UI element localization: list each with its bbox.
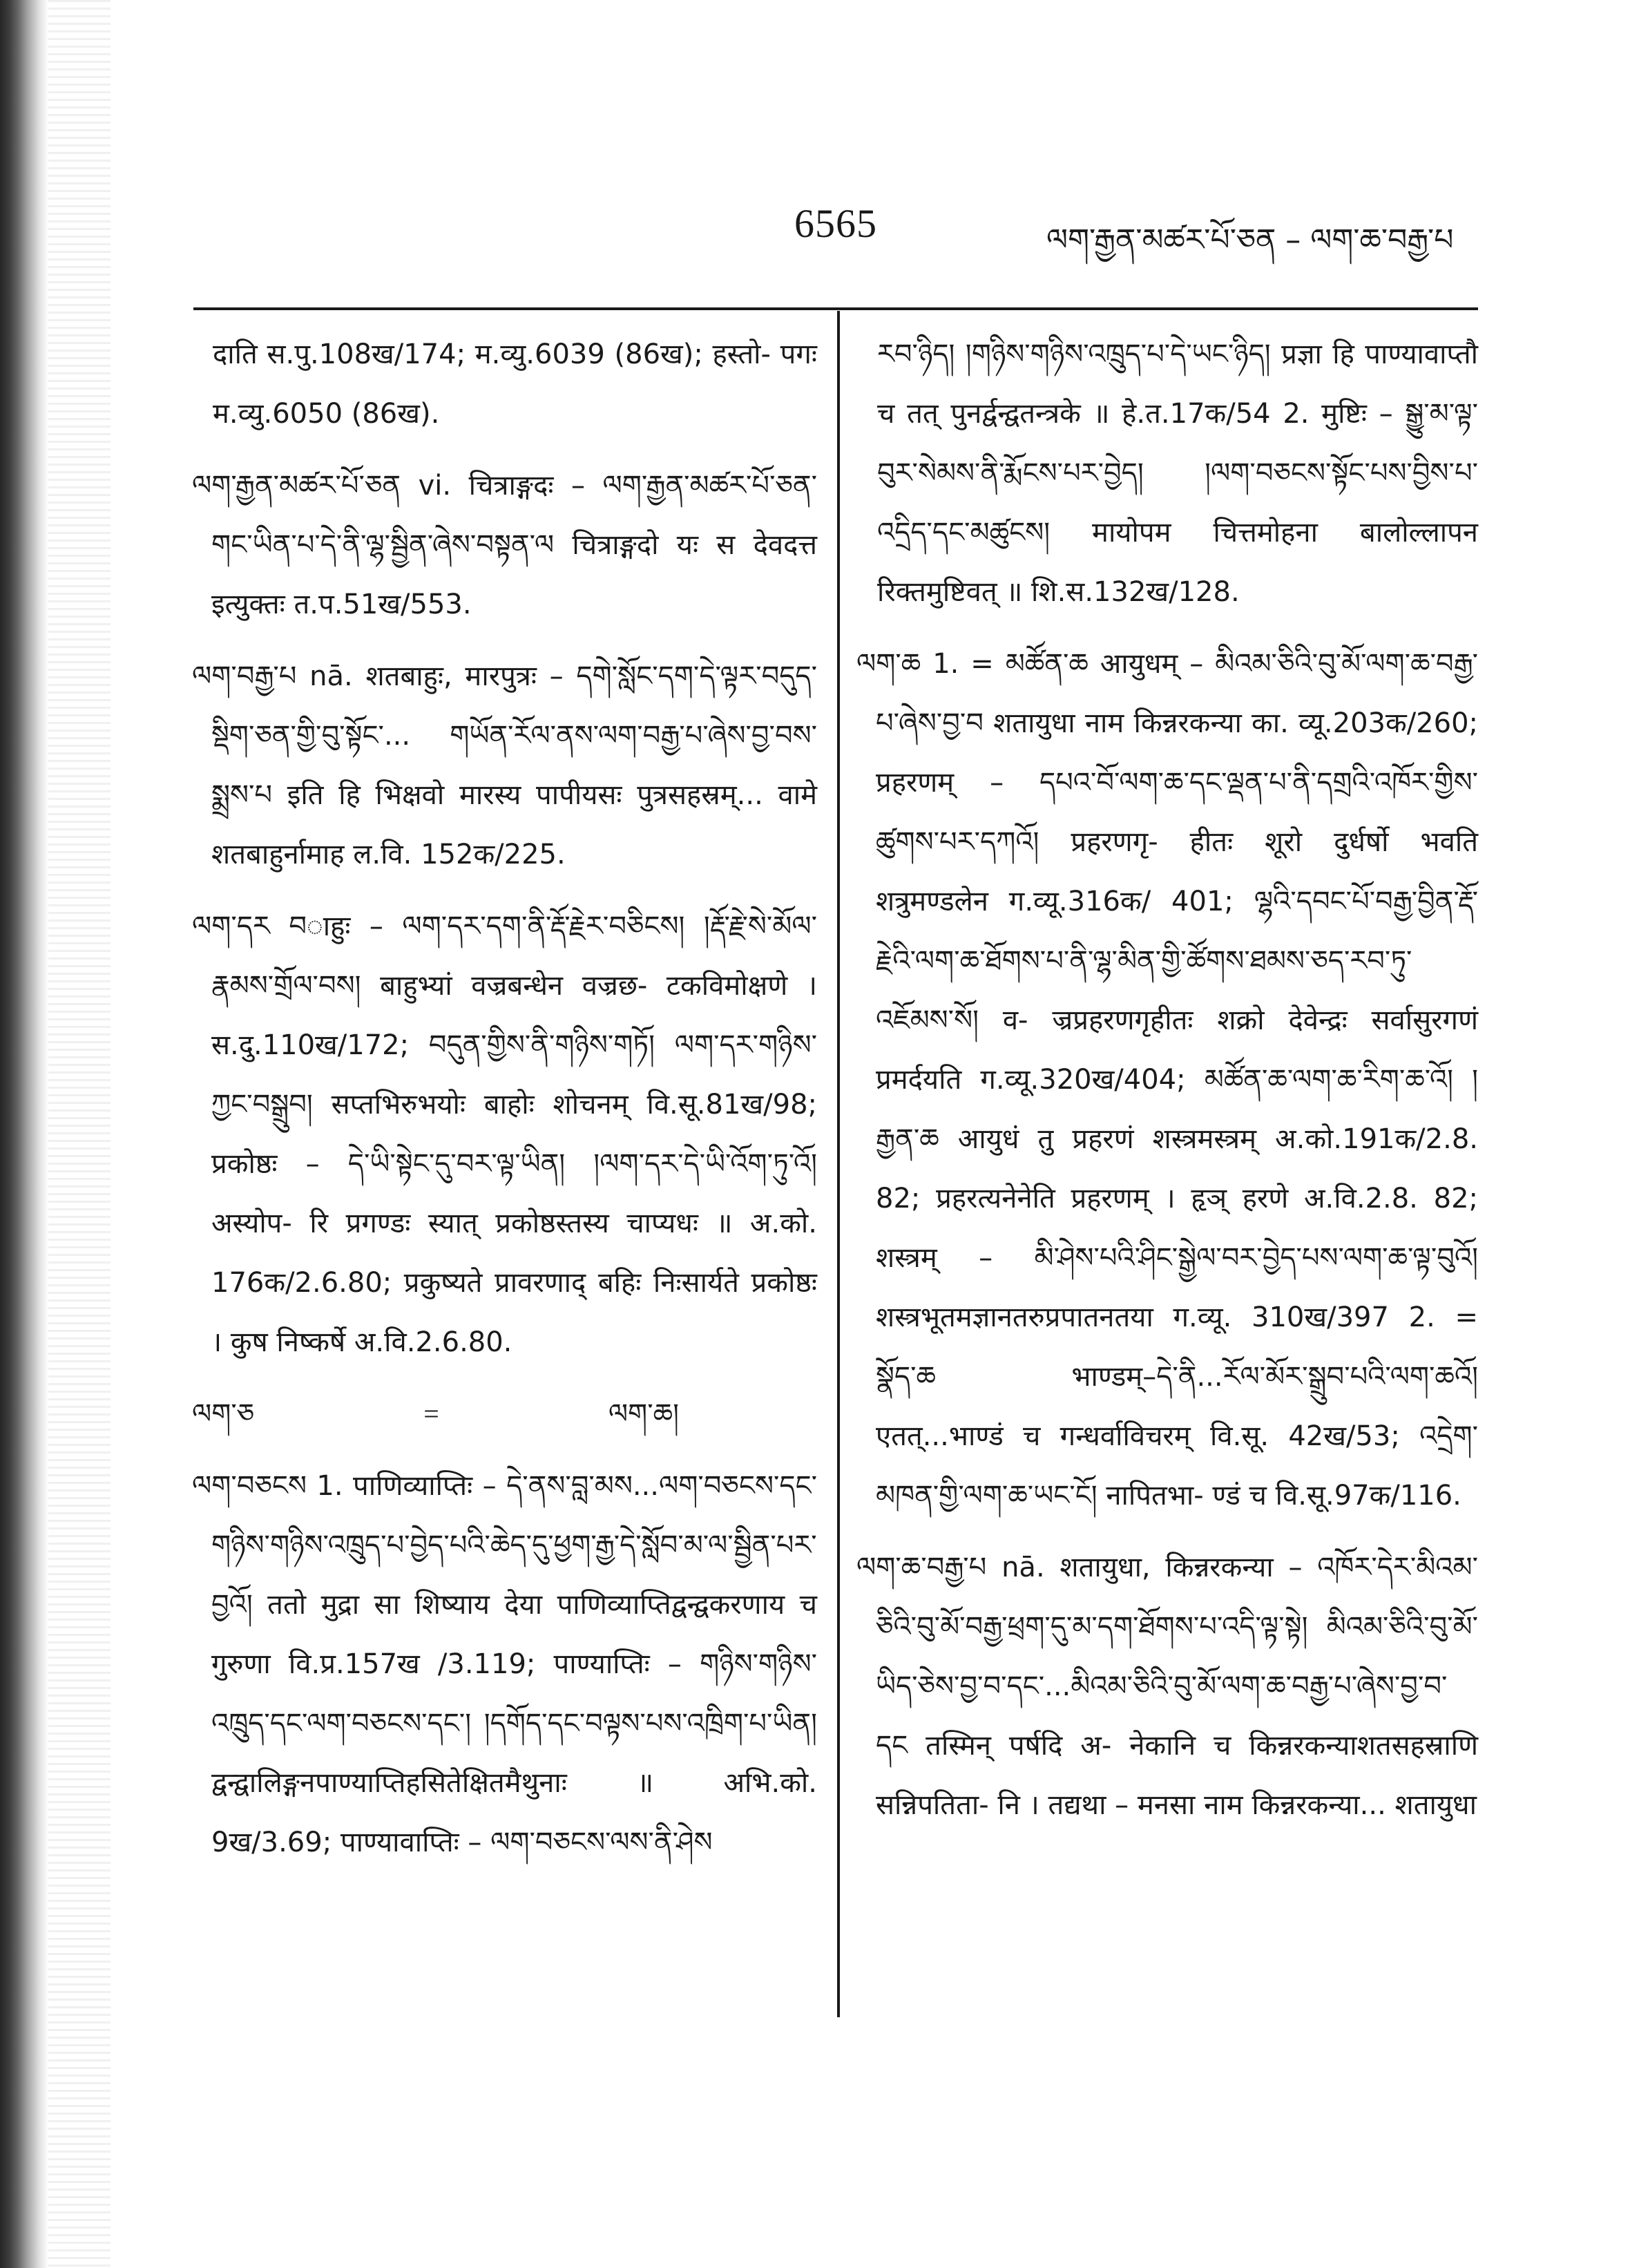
page-number: 6565 — [794, 201, 877, 246]
right-entry-lag-cha-brgya-pa: ལག་ཆ་བརྒྱ་པ nā. शतायुधा, किन्नरकन्या – འཁོར་དེར་མིའམ་ཅིའི་བུ་མོ་བརྒྱ་ཕྲག་དུ་མ་དག་ཐོགས་པ་འདི་ལྟ་སྟེ། མིའམ་ཅིའི་བུ་མོ་ཡིད་ཅེས་བྱ་བ་དང་...མིའམ་ཅིའི་བུ་མོ་ལག་ཆ་བརྒྱ་པ་ཞེས་བྱ་བ་དང तस्मिन् पर्षदि अ- नेकानि च किन्नरकन्याशतसहस्राणि सन्निपतिता- नि । तद्यथा – मनसा नाम किन्नरकन्या... शतायुधा — [856, 1552, 1478, 1821]
left-entry-lag-brgya-pa: ལག་བརྒྱ་པ nā. शतबाहुः, मारपुत्रः – དགེ་སློང་དག་དེ་ལྟར་བདུད་སྡིག་ཅན་གྱི་བུ་སྟོང་... གཡོན་རོལ་ནས་ལག་བརྒྱ་པ་ཞེས་བྱ་བས་སྨྲས་པ इति हि भिक्षवो मारस्य पापीयसः पुत्रसहस्रम्... वामे शतबाहुर्नामाह ल.वि. 152क/225. — [192, 660, 817, 870]
equiv-term: ལག་ཅ — [192, 1398, 255, 1430]
scan-binding-edge — [0, 0, 48, 2268]
running-head: ལག་རྒྱན་མཚར་པོ་ཅན – ལག་ཆ་བརྒྱ་པ — [1046, 222, 1454, 258]
left-entry-continuation: दाति स.पु.108ख/174; म.व्यु.6039 (86ख); हस्तो- पगः म.व्यु.6050 (86ख). — [213, 339, 817, 430]
left-entry-lag-bcangs: ལག་བཅངས 1. पाणिव्याप्तिः – དེ་ནས་བླ་མས...ལག་བཅངས་དང་གཉིས་གཉིས་འཁྲུད་པ་བྱེད་པའི་ཆེད་དུ་ཕྱག་རྒྱ་དེ་སློབ་མ་ལ་སྦྱིན་པར་བྱའོ། ततो मुद्रा सा शिष्याय देया पाणिव्याप्तिद्वन्द्वकरणाय च गुरुणा वि.प्र.157ख /3.119; पाण्याप्तिः – གཉིས་གཉིས་འཁྲུད་དང་ལག་བཅངས་དང་། །དགོད་དང་བལྟས་པས་འཁྲིག་པ་ཡིན། द्वन्द्वालिङ्गनपाण्याप्तिहसितेक्षितमैथुनाः ॥ अभि.को. 9ख/3.69; पाण्यावाप्तिः – ལག་བཅངས་ལས་ནི་ཤེས — [192, 1470, 817, 1858]
left-column — [192, 325, 817, 1885]
right-column — [856, 325, 1478, 1847]
column-divider — [837, 311, 840, 2017]
left-entry-lag-dar: ལག་དར བाहुः – ལག་དར་དག་ནི་རྡོ་རྗེར་བཅིངས། །རྡོ་རྗེ་སེ་མོལ་རྣམས་གྲོལ་བས། बाहुभ्यां वज्रबन्धेन वज्रछ- टकविमोक्षणे । स.दु.110ख/172; བདུན་གྱིས་ནི་གཉིས་གཏོ། ལག་དར་གཉིས་ཀྱང་བསྒྲུབ། सप्तभिरुभयोः बाहोः शोचनम् वि.सू.81ख/98; प्रकोष्ठः – དེ་ཡི་སྟེང་དུ་བར་ལྟ་ཡིན། །ལག་དར་དེ་ཡི་འོག་ཏུ་འོ། अस्योप- रि प्रगण्डः स्यात् प्रकोष्ठस्तस्य चाप्यधः ॥ अ.को. 176क/2.6.80; प्रकुष्यते प्रावरणाद् बहिः निःसार्यते प्रकोष्ठः । कुष निष्कर्षे अ.वि.2.6.80. — [192, 911, 817, 1358]
right-entry-lag-cha: ལག་ཆ 1. = མཚོན་ཆ आयुधम् – མིའམ་ཅིའི་བུ་མོ་ལག་ཆ་བརྒྱ་པ་ཞེས་བྱ་བ शतायुधा नाम किन्नरकन्या का. व्यू.203क/260; प्रहरणम् – དཔའ་བོ་ལག་ཆ་དང་ལྡན་པ་ནི་དགྲའི་འཁོར་གྱིས་ཚུགས་པར་དཀའོ། प्रहरणगृ- हीतः शूरो दुर्धर्षो भवति शत्रुमण्डलेन ग.व्यू.316क/ 401; ལྷའི་དབང་པོ་བརྒྱ་བྱིན་རྡོ་རྗེའི་ལག་ཆ་ཐོགས་པ་ནི་ལྷ་མིན་གྱི་ཚོགས་ཐམས་ཅད་རབ་ཏུ་འཇོམས་སོ། व- ज्रप्रहरणगृहीतः शक्रो देवेन्द्रः सर्वासुरगणं प्रमर्दयति ग.व्यू.320ख/404; མཚོན་ཆ་ལག་ཆ་རིག་ཆ་འོ། །རྒྱན་ཆ आयुधं तु प्रहरणं शस्त्रमस्त्रम् अ.को.191क/2.8. 82; प्रहरत्यनेनेति प्रहरणम् । हृञ् हरणे अ.वि.2.8. 82; शस्त्रम् – མི་ཤེས་པའི་ཤིང་སྒྱེལ་བར་བྱེད་པས་ལག་ཆ་ལྟ་བུའོ། शस्त्रभूतमज्ञानतरुप्रपातनतया ग.व्यू. 310ख/397 2. = སྣོད་ཆ भाण्डम्–དེ་ནི...རོལ་མོར་སྒྲུབ་པའི་ལག་ཆའོ། एतत्...भाण्डं च गन्धर्वाविचरम् वि.सू. 42ख/53; འདྲེག་མཁན་གྱི་ལག་ཆ་ཡང་ངོ། नापितभा- ण्डं च वि.सू.97क/116. — [856, 648, 1478, 1512]
right-entry-continuation: རབ་ཉིད། །གཉིས་གཉིས་འཁྲུད་པ་དེ་ཡང་ཉིད། प्रज्ञा हि पाण्यावाप्तौ च तत् पुनर्द्वन्द्वतन्त्रके ॥ हे.त.17क/54 2. मुष्टिः – སྒྱུ་མ་ལྟ་བུར་སེམས་ནི་རྨོངས་པར་བྱེད། །ལག་བཅངས་སྟོང་པས་བྱིས་པ་འདྲིད་དང་མཚུངས། मायोपम चित्तमोहना बालोल्लापन रिक्तमुष्टिवत् ॥ शि.स.132ख/128. — [877, 339, 1478, 608]
header-rule — [193, 307, 1478, 310]
left-entry-lag-ca — [192, 1384, 817, 1444]
scan-speckle — [48, 0, 111, 2268]
equiv-sign: = — [423, 1398, 439, 1429]
equiv-target: ལག་ཆ། — [608, 1398, 679, 1430]
left-entry-lag-rgyan: ལག་རྒྱན་མཚར་པོ་ཅན vi. चित्राङ्गदः – ལག་རྒྱན་མཚར་པོ་ཅན་གང་ཡིན་པ་དེ་ནི་ལྷ་སྦྱིན་ཞེས་བསྟན་ལ चित्राङ्गदो यः स देवदत्त इत्युक्तः त.प.51ख/553. — [192, 470, 817, 620]
